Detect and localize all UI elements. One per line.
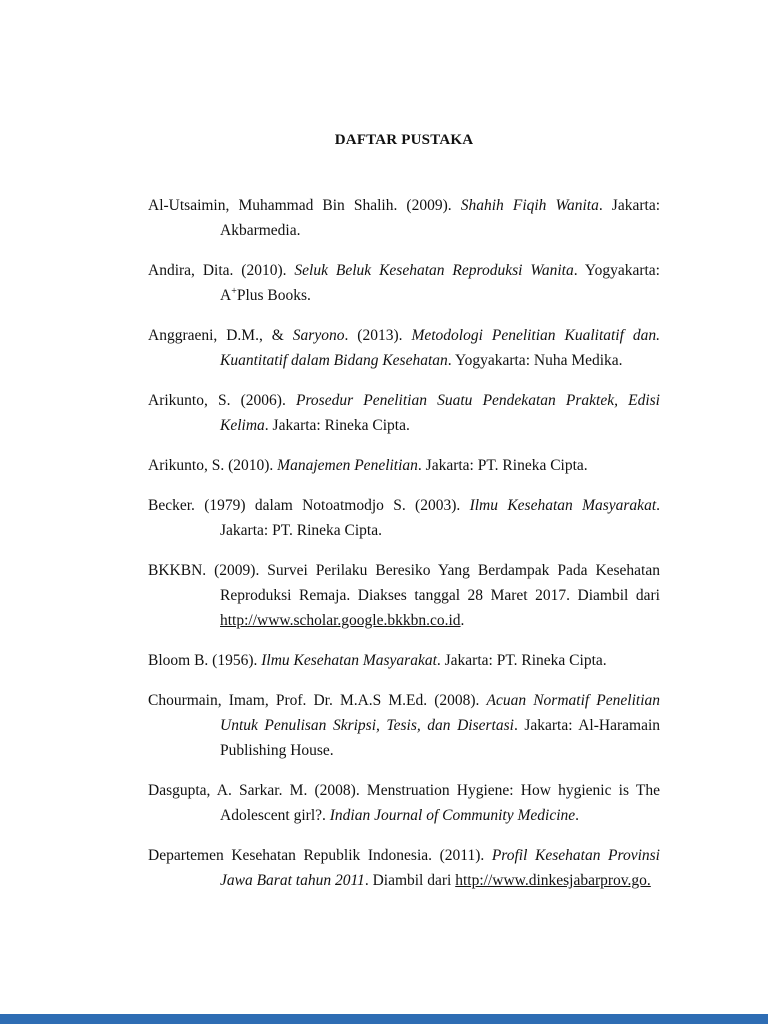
reference-text: . Diambil dari (364, 872, 456, 889)
reference-text: Al-Utsaimin, Muhammad Bin Shalih. (2009). (148, 197, 461, 214)
reference-entry (148, 388, 660, 438)
reference-text: . Yogyakarta: A (220, 262, 660, 304)
reference-list (148, 193, 660, 893)
page-title: DAFTAR PUSTAKA (334, 132, 474, 148)
reference-entry (148, 843, 660, 893)
reference-entry (148, 558, 660, 633)
viewer-bottom-bar (0, 1014, 768, 1024)
reference-entry (148, 258, 660, 308)
reference-url-link[interactable]: http://www.dinkesjabarprov.go. (455, 872, 651, 889)
reference-text: Bloom B. (1956). (148, 652, 262, 669)
reference-text: . Jakarta: Al-Haramain Publishing House. (220, 717, 661, 759)
reference-text: . Jakarta: Rineka Cipta. (264, 417, 410, 434)
reference-entry (148, 648, 660, 673)
reference-text: Chourmain, Imam, Prof. Dr. M.A.S M.Ed. (2008). (148, 692, 487, 709)
reference-text: Dasgupta, A. Sarkar. M. (2008). Menstruation Hygiene: How hygienic is The Adolescent girl?. (148, 782, 660, 824)
reference-text: . Jakarta: Akbarmedia. (220, 197, 660, 239)
reference-text: Shahih Fiqih Wanita (460, 197, 599, 214)
reference-entry (148, 778, 660, 828)
reference-entry (148, 453, 660, 478)
superscript-text: + (231, 285, 237, 297)
reference-text: . Yogyakarta: Nuha Medika. (447, 352, 623, 369)
reference-text: BKKBN. (2009). Survei Perilaku Beresiko Yang Berdampak Pada Kesehatan Reproduksi Remaja. Diakses tanggal 28 Maret 2017. Diambil dari (148, 562, 660, 604)
reference-text: Departemen Kesehatan Republik Indonesia. (2011). (148, 847, 492, 864)
reference-text: Andira, Dita. (2010). (148, 262, 295, 279)
reference-text: . (2013). (344, 327, 412, 344)
reference-text: Ilmu Kesehatan Masyarakat (469, 497, 657, 514)
reference-text: Plus Books. (236, 287, 311, 304)
reference-text: . Jakarta: PT. Rineka Cipta. (417, 457, 588, 474)
reference-text: Arikunto, S. (2006). (148, 392, 296, 409)
reference-url-link[interactable]: http://www.scholar.google.bkkbn.co.id (220, 612, 461, 629)
reference-text: Prosedur Penelitian Suatu Pendekatan Praktek, Edisi Kelima (220, 392, 660, 434)
reference-text: . (575, 807, 580, 824)
reference-entry (148, 688, 660, 763)
reference-entry (148, 323, 660, 373)
reference-text: Arikunto, S. (2010). (148, 457, 278, 474)
reference-text: Metodologi Penelitian Kualitatif dan. Kuantitatif dalam Bidang Kesehatan (220, 327, 660, 369)
reference-entry (148, 493, 660, 543)
reference-text: Becker. (1979) dalam Notoatmodjo S. (2003). (148, 497, 470, 514)
reference-text: Indian Journal of Community Medicine (329, 807, 576, 824)
reference-text: Seluk Beluk Kesehatan Reproduksi Wanita (294, 262, 574, 279)
reference-text: Acuan Normatif Penelitian Untuk Penulisan Skripsi, Tesis, dan Disertasi (220, 692, 660, 734)
reference-text: . Jakarta: PT. Rineka Cipta. (220, 497, 660, 539)
reference-text: . Jakarta: PT. Rineka Cipta. (436, 652, 607, 669)
reference-text: Anggraeni, D.M., & (148, 327, 293, 344)
reference-text: Ilmu Kesehatan Masyarakat (261, 652, 437, 669)
reference-text: Manajemen Penelitian (277, 457, 418, 474)
reference-text: Profil Kesehatan Provinsi Jawa Barat tahun 2011 (220, 847, 660, 889)
reference-entry (148, 193, 660, 243)
reference-text: Saryono (292, 327, 345, 344)
reference-text: . (460, 612, 465, 629)
